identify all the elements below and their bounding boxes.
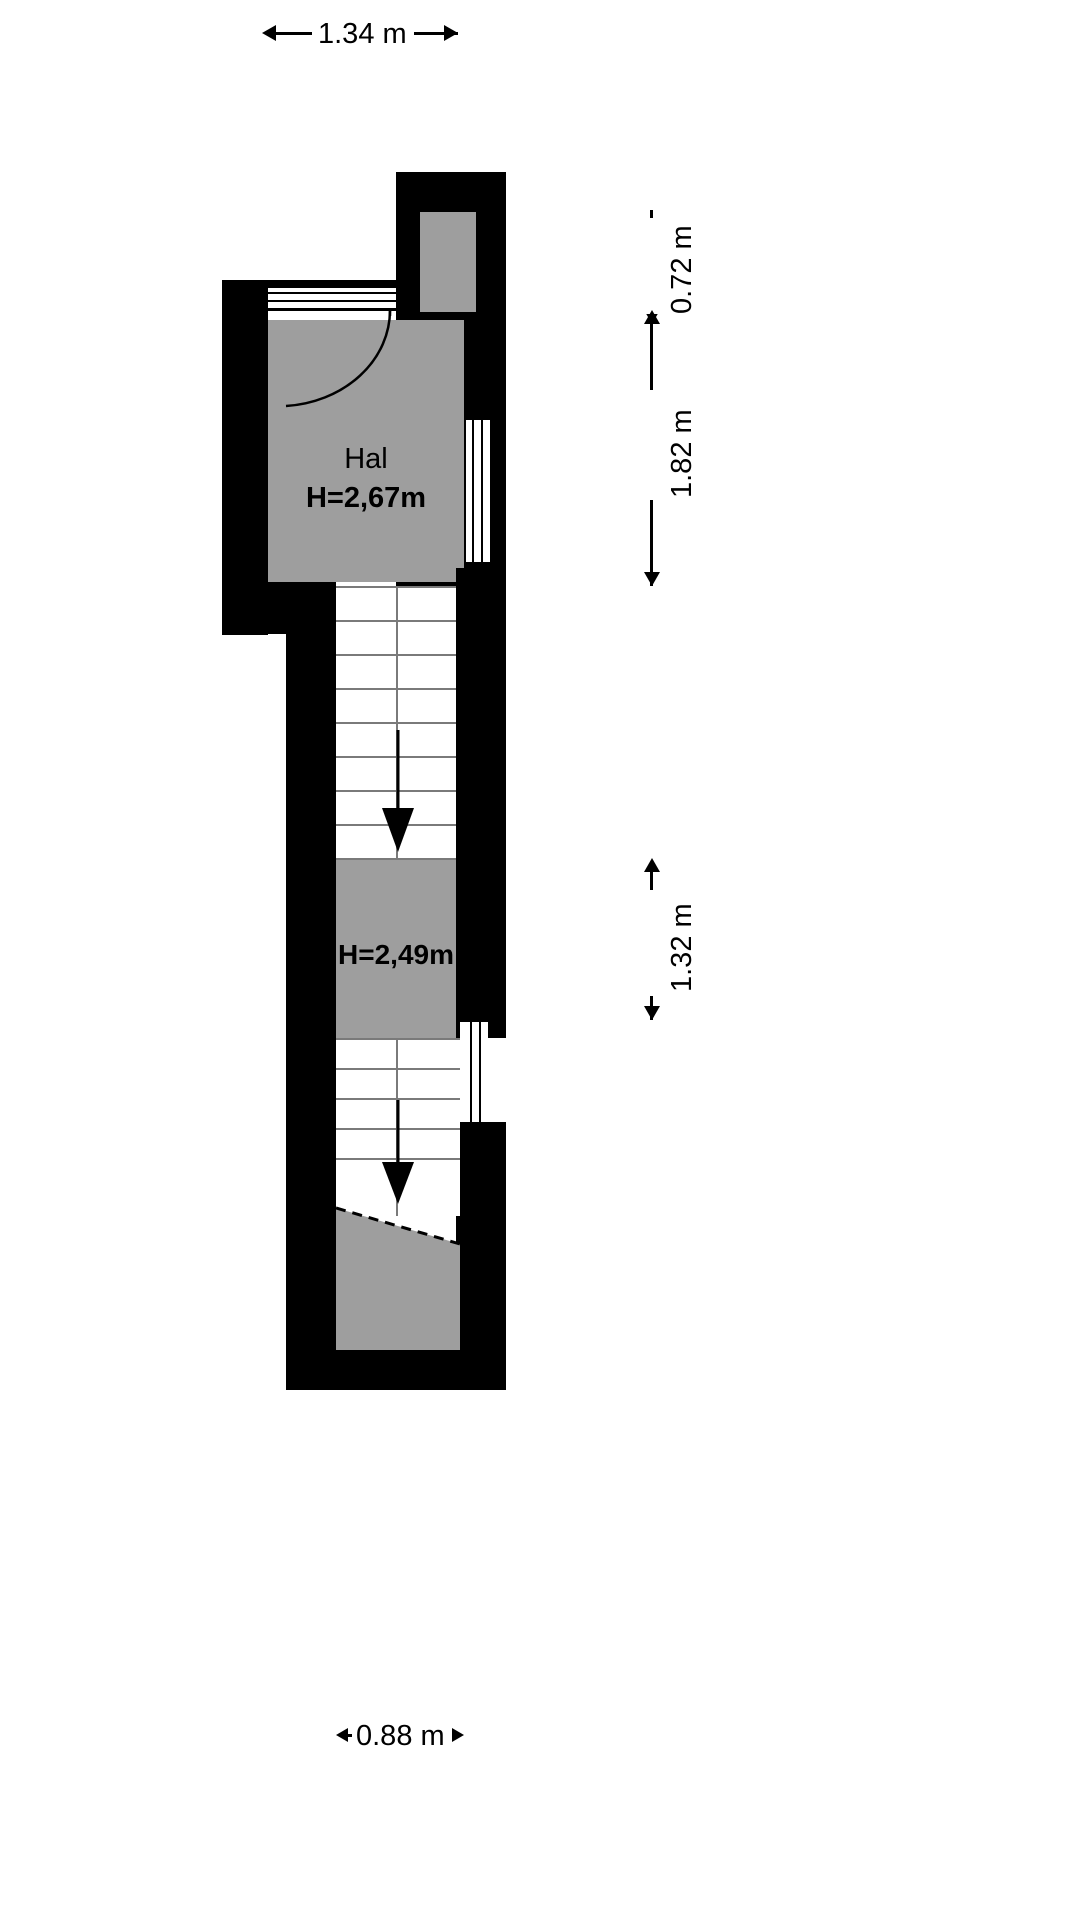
dimension-top-label: 1.34 m <box>318 18 407 50</box>
stair-direction-arrow-icon <box>372 1100 424 1210</box>
dimension-right-lower-label: 1.32 m <box>666 903 698 992</box>
room-height-label-hal: H=2,67m <box>305 482 427 514</box>
dimension-right-top-label-bg <box>636 218 668 314</box>
stair-tread <box>336 1068 460 1070</box>
dimension-right-middle-label: 1.82 m <box>666 409 698 498</box>
stair-tread <box>336 1038 460 1040</box>
dimension-right-lower-arrow-top <box>644 858 660 872</box>
window-right-upper-line-2 <box>481 420 483 562</box>
dimension-right-top-label: 0.72 m <box>666 225 698 314</box>
dimension-right-lower-arrow-bottom <box>644 1006 660 1020</box>
window-right-lower-line-2 <box>479 1022 481 1122</box>
dimension-right-lower-label-bg <box>636 890 668 996</box>
window-right-lower-line-1 <box>470 1022 472 1122</box>
dimension-bottom-label: 0.88 m <box>356 1720 445 1752</box>
door-swing-icon <box>268 310 408 420</box>
wall-right-lower <box>456 1122 506 1360</box>
door-frame-line-1 <box>268 292 396 294</box>
window-right-upper <box>466 420 490 562</box>
door-frame-line-2 <box>268 300 396 302</box>
dimension-bottom-arrow-left <box>336 1728 348 1742</box>
room-label-hal: Hal <box>344 443 388 475</box>
window-right-upper-line-1 <box>472 420 474 562</box>
window-right-lower <box>460 1022 488 1122</box>
dimension-right-middle-label-bg <box>636 390 668 500</box>
hall-floor-upper-notch <box>420 212 476 312</box>
wall-bottom <box>286 1350 506 1390</box>
wall-right-stairwell <box>456 568 506 1038</box>
stair-direction-arrow-icon <box>372 730 424 860</box>
dimension-top-arrow-right <box>444 25 458 41</box>
wall-left-stairwell <box>286 582 336 1366</box>
room-height-label-landing: H=2,49m <box>338 939 454 970</box>
dimension-right-middle-arrow-bottom <box>644 572 660 586</box>
landing-floor-lower <box>336 1198 460 1350</box>
dimension-right-middle-arrow-top <box>644 310 660 324</box>
dimension-top-arrow-left <box>262 25 276 41</box>
dimension-bottom-arrow-right <box>452 1728 464 1742</box>
